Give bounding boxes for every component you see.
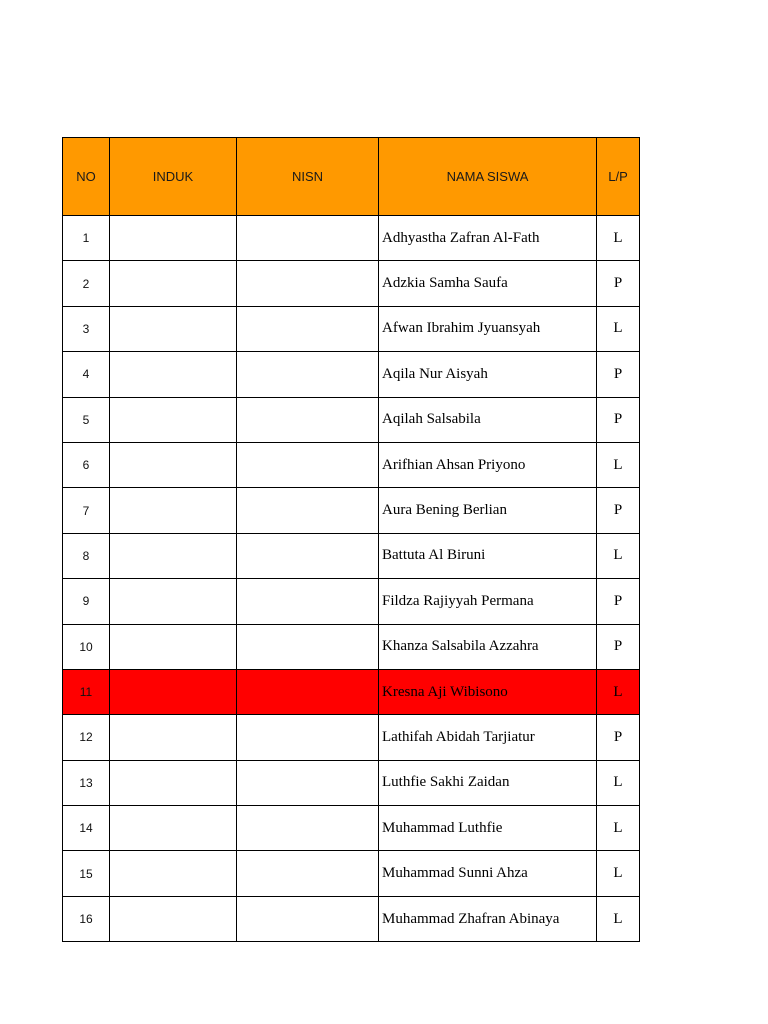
cell-nama-siswa[interactable]: Fildza Rajiyyah Permana [379,579,597,624]
student-table [62,137,640,942]
cell-lp[interactable]: L [597,806,640,851]
table-row [63,442,640,487]
table-row [63,397,640,442]
cell-induk[interactable] [110,715,237,760]
table-row [63,760,640,805]
cell-induk[interactable] [110,896,237,941]
cell-no[interactable]: 10 [63,624,110,669]
cell-no[interactable]: 4 [63,352,110,397]
cell-no[interactable]: 11 [63,669,110,714]
cell-lp[interactable]: P [597,488,640,533]
cell-nama-siswa[interactable]: Battuta Al Biruni [379,533,597,578]
table-row [63,306,640,351]
cell-nisn[interactable] [237,579,379,624]
cell-nisn[interactable] [237,896,379,941]
cell-induk[interactable] [110,760,237,805]
cell-induk[interactable] [110,488,237,533]
header-induk: INDUK [110,138,237,216]
cell-nisn[interactable] [237,216,379,261]
cell-no[interactable]: 9 [63,579,110,624]
cell-nisn[interactable] [237,760,379,805]
cell-nisn[interactable] [237,533,379,578]
cell-nama-siswa[interactable]: Muhammad Zhafran Abinaya [379,896,597,941]
cell-no[interactable]: 1 [63,216,110,261]
cell-no[interactable]: 6 [63,442,110,487]
cell-nama-siswa[interactable]: Muhammad Luthfie [379,806,597,851]
cell-induk[interactable] [110,261,237,306]
cell-induk[interactable] [110,851,237,896]
cell-nama-siswa[interactable]: Luthfie Sakhi Zaidan [379,760,597,805]
cell-no[interactable]: 14 [63,806,110,851]
cell-induk[interactable] [110,442,237,487]
cell-lp[interactable]: P [597,624,640,669]
cell-nisn[interactable] [237,669,379,714]
cell-nisn[interactable] [237,851,379,896]
cell-nama-siswa[interactable]: Aura Bening Berlian [379,488,597,533]
cell-no[interactable]: 15 [63,851,110,896]
cell-lp[interactable]: P [597,261,640,306]
cell-no[interactable]: 16 [63,896,110,941]
table-row [63,488,640,533]
header-no: NO [63,138,110,216]
cell-lp[interactable]: L [597,669,640,714]
cell-nama-siswa[interactable]: Khanza Salsabila Azzahra [379,624,597,669]
cell-no[interactable]: 8 [63,533,110,578]
cell-induk[interactable] [110,306,237,351]
table-body [63,216,640,942]
cell-no[interactable]: 12 [63,715,110,760]
cell-nisn[interactable] [237,715,379,760]
cell-induk[interactable] [110,669,237,714]
cell-nisn[interactable] [237,261,379,306]
cell-no[interactable]: 13 [63,760,110,805]
cell-nisn[interactable] [237,624,379,669]
cell-induk[interactable] [110,397,237,442]
cell-nama-siswa[interactable]: Adhyastha Zafran Al-Fath [379,216,597,261]
cell-nisn[interactable] [237,306,379,351]
cell-lp[interactable]: L [597,216,640,261]
cell-induk[interactable] [110,806,237,851]
cell-no[interactable]: 2 [63,261,110,306]
cell-nama-siswa[interactable]: Adzkia Samha Saufa [379,261,597,306]
table-row [63,624,640,669]
table-row [63,669,640,714]
table-row [63,851,640,896]
cell-nama-siswa[interactable]: Aqila Nur Aisyah [379,352,597,397]
cell-no[interactable]: 5 [63,397,110,442]
table-row [63,352,640,397]
cell-nama-siswa[interactable]: Aqilah Salsabila [379,397,597,442]
cell-nisn[interactable] [237,488,379,533]
table-row [63,216,640,261]
cell-lp[interactable]: L [597,442,640,487]
cell-nama-siswa[interactable]: Kresna Aji Wibisono [379,669,597,714]
header-lp: L/P [597,138,640,216]
table-header [63,138,640,216]
table-row [63,579,640,624]
cell-induk[interactable] [110,216,237,261]
cell-lp[interactable]: L [597,306,640,351]
cell-induk[interactable] [110,579,237,624]
cell-nama-siswa[interactable]: Muhammad Sunni Ahza [379,851,597,896]
cell-lp[interactable]: L [597,896,640,941]
header-nisn: NISN [237,138,379,216]
table-row [63,896,640,941]
cell-nama-siswa[interactable]: Afwan Ibrahim Jyuansyah [379,306,597,351]
cell-no[interactable]: 7 [63,488,110,533]
cell-lp[interactable]: P [597,715,640,760]
cell-induk[interactable] [110,352,237,397]
cell-lp[interactable]: P [597,579,640,624]
cell-nisn[interactable] [237,442,379,487]
cell-nisn[interactable] [237,806,379,851]
cell-no[interactable]: 3 [63,306,110,351]
table-row [63,261,640,306]
table-row [63,806,640,851]
cell-nisn[interactable] [237,397,379,442]
cell-induk[interactable] [110,533,237,578]
header-nama-siswa: NAMA SISWA [379,138,597,216]
cell-nama-siswa[interactable]: Lathifah Abidah Tarjiatur [379,715,597,760]
cell-lp[interactable]: P [597,397,640,442]
cell-nama-siswa[interactable]: Arifhian Ahsan Priyono [379,442,597,487]
header-row [63,138,640,216]
cell-nisn[interactable] [237,352,379,397]
cell-induk[interactable] [110,624,237,669]
table-row [63,533,640,578]
cell-lp[interactable]: L [597,851,640,896]
cell-lp[interactable]: P [597,352,640,397]
cell-lp[interactable]: L [597,760,640,805]
cell-lp[interactable]: L [597,533,640,578]
table-row [63,715,640,760]
